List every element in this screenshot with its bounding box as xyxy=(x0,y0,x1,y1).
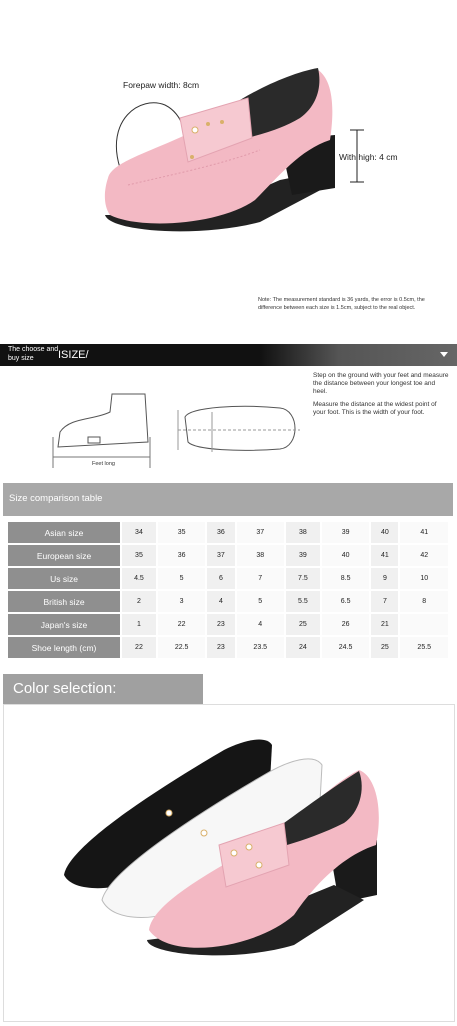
size-table-title: Size comparison table xyxy=(9,493,103,504)
size-cell: 41 xyxy=(400,522,448,543)
foot-top-outline xyxy=(185,406,295,450)
size-cell: 34 xyxy=(122,522,156,543)
size-table-row xyxy=(8,614,448,635)
size-cell: 8.5 xyxy=(322,568,369,589)
size-cell: 40 xyxy=(322,545,369,566)
size-cell: 22 xyxy=(122,637,156,658)
size-table-header xyxy=(3,483,453,516)
chevron-down-icon[interactable] xyxy=(440,352,448,357)
size-cell: 36 xyxy=(207,522,234,543)
size-cell: 38 xyxy=(237,545,284,566)
size-cell: 24.5 xyxy=(322,637,369,658)
size-cell: 35 xyxy=(158,522,205,543)
size-cell: 5.5 xyxy=(286,591,320,612)
size-cell: 5 xyxy=(237,591,284,612)
size-cell: 23 xyxy=(207,637,234,658)
note-line-1: Note: The measurement standard is 36 yards, the error is 0.5cm, the xyxy=(258,297,425,303)
size-cell: 4.5 xyxy=(122,568,156,589)
size-table-row xyxy=(8,591,448,612)
size-cell: 25 xyxy=(371,637,398,658)
size-table-row xyxy=(8,637,448,658)
instruction-length: Step on the ground with your feet and measure the distance between your longest toe and heel. xyxy=(313,372,449,395)
forepaw-width-label: Forepaw width: 8cm xyxy=(123,80,200,90)
size-cell: 4 xyxy=(207,591,234,612)
size-cell: 10 xyxy=(400,568,448,589)
size-cell: 39 xyxy=(322,522,369,543)
hero-section xyxy=(0,0,457,330)
size-cell: 39 xyxy=(286,545,320,566)
three-loafers-illustration xyxy=(4,705,454,1021)
size-row-label: Japan's size xyxy=(8,614,120,635)
size-cell: 9 xyxy=(371,568,398,589)
size-table-row xyxy=(8,545,448,566)
size-cell: 7.5 xyxy=(286,568,320,589)
size-row-label: Us size xyxy=(8,568,120,589)
size-cell: 36 xyxy=(158,545,205,566)
size-cell: 37 xyxy=(237,522,284,543)
choose-buy-size-label: The choose and buy size xyxy=(8,346,59,362)
size-cell: 4 xyxy=(237,614,284,635)
note-line-2: difference between each size is 1.5cm, subject to the real object. xyxy=(258,305,416,311)
size-cell: 7 xyxy=(371,591,398,612)
measurement-guide xyxy=(0,372,457,482)
size-table-row xyxy=(8,568,448,589)
instruction-width: Measure the distance at the widest point of your foot. This is the width of your foot. xyxy=(313,401,437,416)
size-cell: 23 xyxy=(207,614,234,635)
color-selection-title: Color selection: xyxy=(13,680,117,697)
heel-height-label: With high: 4 cm xyxy=(339,152,398,162)
size-cell: 3 xyxy=(158,591,205,612)
size-row-label: Shoe length (cm) xyxy=(8,637,120,658)
size-cell: 25.5 xyxy=(400,637,448,658)
size-cell: 5 xyxy=(158,568,205,589)
size-cell: 8 xyxy=(400,591,448,612)
size-cell: 6 xyxy=(207,568,234,589)
size-row-label: European size xyxy=(8,545,120,566)
size-cell: 41 xyxy=(371,545,398,566)
size-cell: 42 xyxy=(400,545,448,566)
size-cell: 6.5 xyxy=(322,591,369,612)
size-cell: 37 xyxy=(207,545,234,566)
size-cell: 38 xyxy=(286,522,320,543)
size-cell: 7 xyxy=(237,568,284,589)
foot-side-outline xyxy=(58,394,148,447)
size-cell: 22.5 xyxy=(158,637,205,658)
pink-loafer-illustration xyxy=(0,0,457,330)
size-cell: 23.5 xyxy=(237,637,284,658)
size-selection-bar xyxy=(0,344,457,366)
color-selection-image xyxy=(3,704,455,1022)
size-cell: 2 xyxy=(122,591,156,612)
size-row-label: Asian size xyxy=(8,522,120,543)
color-selection-header xyxy=(3,674,203,704)
size-row-label: British size xyxy=(8,591,120,612)
size-cell: 1 xyxy=(122,614,156,635)
size-comparison-table xyxy=(6,520,450,660)
size-cell: 21 xyxy=(371,614,398,635)
size-cell: 40 xyxy=(371,522,398,543)
size-cell: 25 xyxy=(286,614,320,635)
size-table-row xyxy=(8,522,448,543)
size-cell: 22 xyxy=(158,614,205,635)
size-cell: 26 xyxy=(322,614,369,635)
size-bar-title: ISIZE/ xyxy=(58,349,89,361)
size-cell: 24 xyxy=(286,637,320,658)
feet-long-label: Feet long xyxy=(92,461,115,467)
size-cell: 35 xyxy=(122,545,156,566)
size-cell xyxy=(400,614,448,635)
